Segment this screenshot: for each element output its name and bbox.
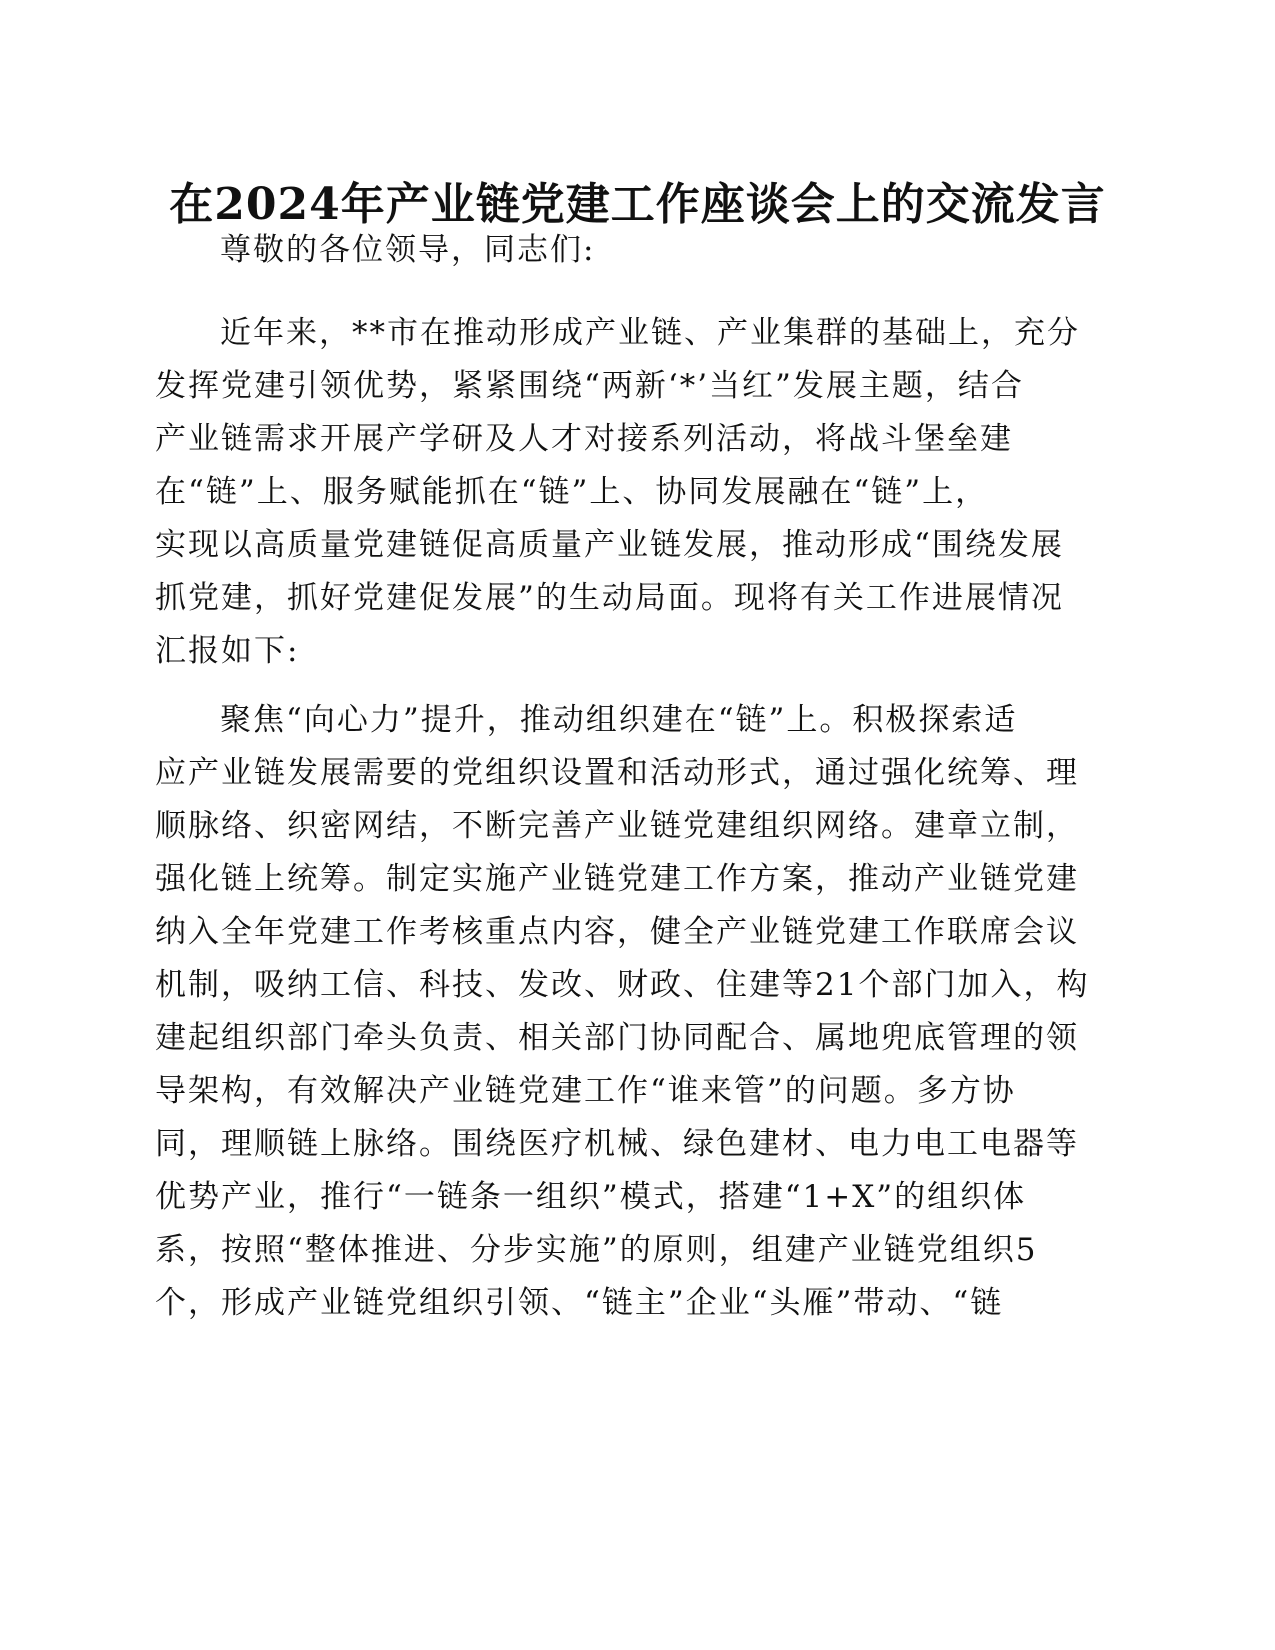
paragraph-line: 建起组织部门牵头负责、相关部门协同配合、属地兜底管理的领 xyxy=(155,1020,1079,1056)
paragraph-line: 汇报如下: xyxy=(155,633,300,669)
paragraph-line: 聚焦“向心力”提升，推动组织建在“链”上。积极探索适 xyxy=(220,702,1018,738)
paragraph-line: 同，理顺链上脉络。围绕医疗机械、绿色建材、电力电工电器等 xyxy=(155,1126,1079,1162)
paragraph-line: 机制，吸纳工信、科技、发改、财政、住建等21个部门加入，构 xyxy=(155,967,1090,1003)
paragraph-line: 纳入全年党建工作考核重点内容，健全产业链党建工作联席会议 xyxy=(155,914,1079,950)
document-title: 在2024年产业链党建工作座谈会上的交流发言 xyxy=(169,179,1106,230)
paragraph-line: 发挥党建引领优势，紧紧围绕“两新‘*’当红”发展主题，结合 xyxy=(155,368,1024,404)
paragraph-line: 产业链需求开展产学研及人才对接系列活动，将战斗堡垒建 xyxy=(155,421,1013,457)
paragraph-line: 优势产业，推行“一链条一组织”模式，搭建“1+X”的组织体 xyxy=(155,1179,1027,1215)
paragraph-line: 顺脉络、织密网结，不断完善产业链党建组织网络。建章立制， xyxy=(155,808,1079,844)
paragraph-line: 应产业链发展需要的党组织设置和活动形式，通过强化统筹、理 xyxy=(155,755,1079,791)
paragraph-line: 在“链”上、服务赋能抓在“链”上、协同发展融在“链”上， xyxy=(155,474,989,510)
paragraph-line: 抓党建，抓好党建促发展”的生动局面。现将有关工作进展情况 xyxy=(155,580,1064,616)
salutation: 尊敬的各位领导，同志们: xyxy=(220,232,596,268)
paragraph-line: 系，按照“整体推进、分步实施”的原则，组建产业链党组织5 xyxy=(155,1232,1038,1268)
paragraph-line: 实现以高质量党建链促高质量产业链发展，推动形成“围绕发展 xyxy=(155,527,1064,563)
paragraph-line: 个，形成产业链党组织引领、“链主”企业“头雁”带动、“链 xyxy=(155,1285,1004,1321)
paragraph-line: 近年来，**市在推动形成产业链、产业集群的基础上，充分 xyxy=(220,315,1080,351)
paragraph-line: 导架构，有效解决产业链党建工作“谁来管”的问题。多方协 xyxy=(155,1073,1016,1109)
paragraph-line: 强化链上统筹。制定实施产业链党建工作方案，推动产业链党建 xyxy=(155,861,1079,897)
